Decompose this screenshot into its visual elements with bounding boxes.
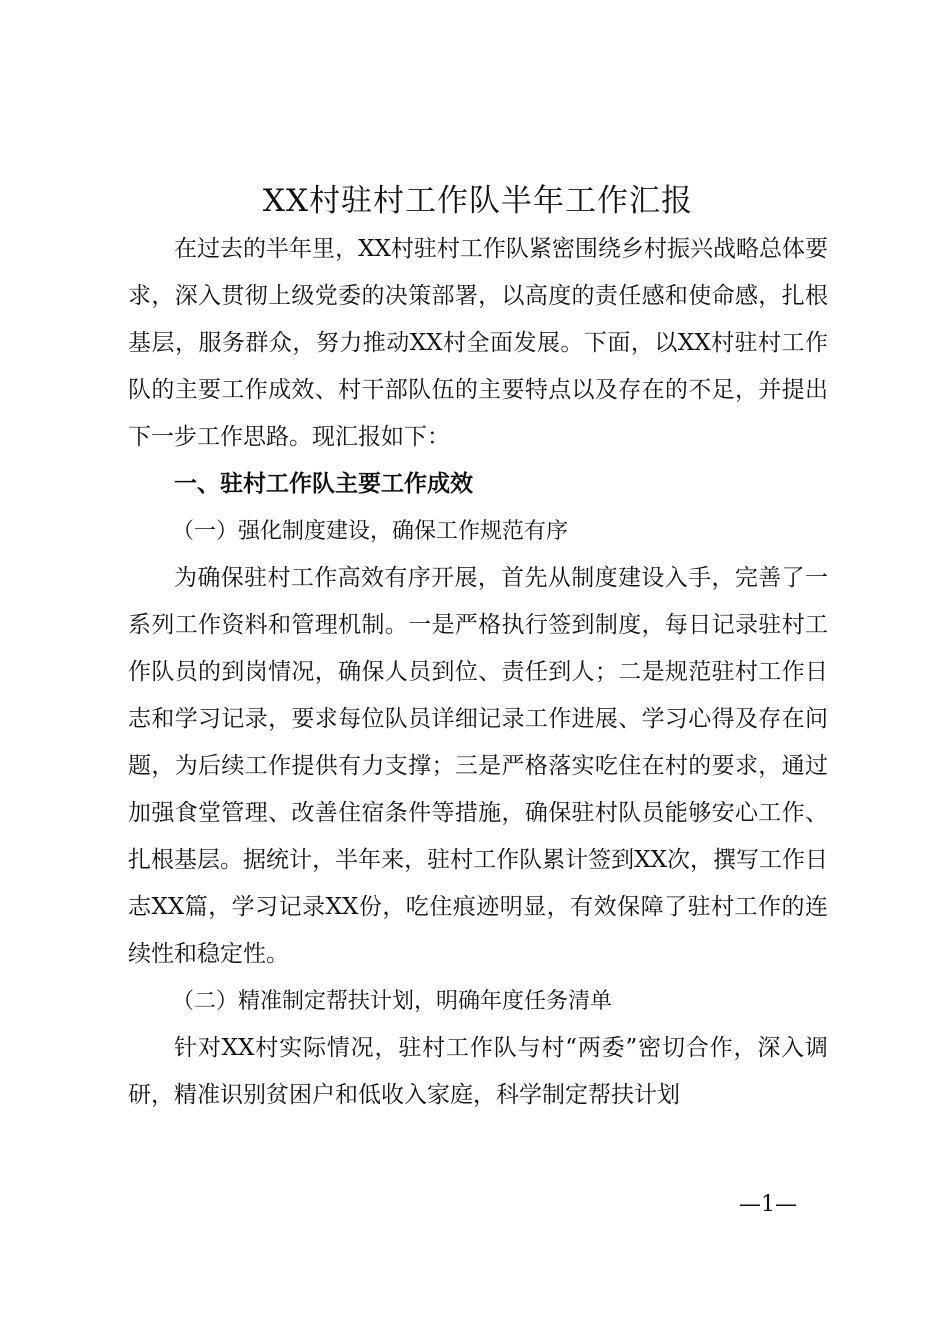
subsection-heading-2: （二）精准制定帮扶计划，明确年度任务清单 xyxy=(172,989,613,1014)
intro-paragraph: 在过去的半年里，XX村驻村工作队紧密围绕乡村振兴战略总体要求，深入贯彻上级党委的决策部署，以高度的责任感和使命感，扎根基层，服务群众，努力推动XX村全面发展。下面，以XX村驻村工作队的主要工作成效、村干部队伍的主要特点以及存在的不足，并提出下一步工作思路。现汇报如下： xyxy=(128,236,828,450)
document-title: XX村驻村工作队半年工作汇报 xyxy=(262,183,694,219)
page-number: —1— xyxy=(739,1192,797,1217)
subsection-heading-1: （一）强化制度建设，确保工作规范有序 xyxy=(172,519,569,544)
section-heading-1: 一、驻村工作队主要工作成效 xyxy=(174,471,473,497)
subsection-1-paragraph: 为确保驻村工作高效有序开展，首先从制度建设入手，完善了一系列工作资料和管理机制。一是严格执行签到制度，每日记录驻村工作队员的到岗情况，确保人员到位、责任到人；二是规范驻村工作日志和学习记录，要求每位队员详细记录工作进展、学习心得及存在问题，为后续工作提供有力支撑；三是严格落实吃住在村的要求，通过加强食堂管理、改善住宿条件等措施，确保驻村队员能够安心工作、扎根基层。据统计，半年来，驻村工作队累计签到XX次，撰写工作日志XX篇，学习记录XX份，吃住痕迹明显，有效保障了驻村工作的连续性和稳定性。 xyxy=(128,565,828,967)
subsection-2-paragraph: 针对XX村实际情况，驻村工作队与村“两委”密切合作，深入调研，精准识别贫困户和低收入家庭，科学制定帮扶计划 xyxy=(128,1035,828,1108)
document-body xyxy=(128,176,828,1119)
